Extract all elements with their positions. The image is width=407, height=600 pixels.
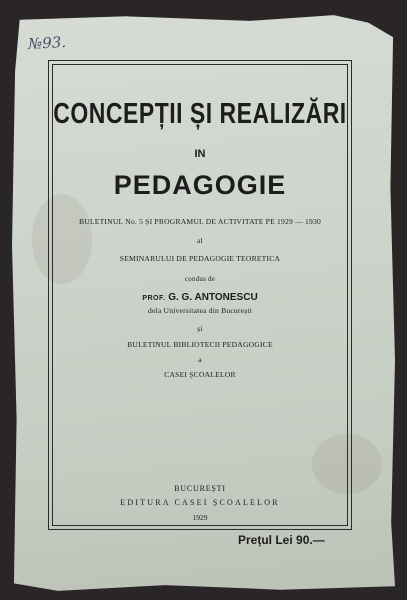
price-label: Prețul Lei 90.— [238, 533, 325, 547]
condus-de-line: condus de [185, 275, 215, 283]
handwritten-inventory-number: №93. [27, 33, 67, 53]
affiliation-line: dela Universitatea din București [147, 306, 253, 315]
connector-si: și [197, 324, 203, 333]
title-line-2: PEDAGOGIE [113, 170, 287, 200]
title-line-1: CONCEPȚII ȘI REALIZĂRI [53, 96, 347, 130]
author-prefix: PROF. [142, 295, 166, 302]
school-house-line: CASEI ȘCOALELOR [164, 370, 236, 379]
bulletin-line: BULETINUL No. 5 ȘI PROGRAMUL DE ACTIVITATE PE 1929 — 1930 [78, 217, 322, 226]
year-line: 1929 [192, 513, 208, 522]
title-in: IN [194, 148, 206, 160]
seminar-line: SEMINARULUI DE PEDAGOGIE TEORETICA [119, 254, 281, 263]
library-bulletin-line: BULETINUL BIBLIOTECII PEDAGOGICE [127, 340, 273, 349]
city-line: BUCUREȘTI [174, 484, 226, 493]
connector-al: al [197, 236, 203, 245]
author-name: G. G. ANTONESCU [168, 292, 258, 303]
connector-a: a [198, 355, 202, 364]
publisher-line: EDITURA CASEI ȘCOALELOR [120, 498, 280, 507]
author-line [52, 292, 348, 303]
